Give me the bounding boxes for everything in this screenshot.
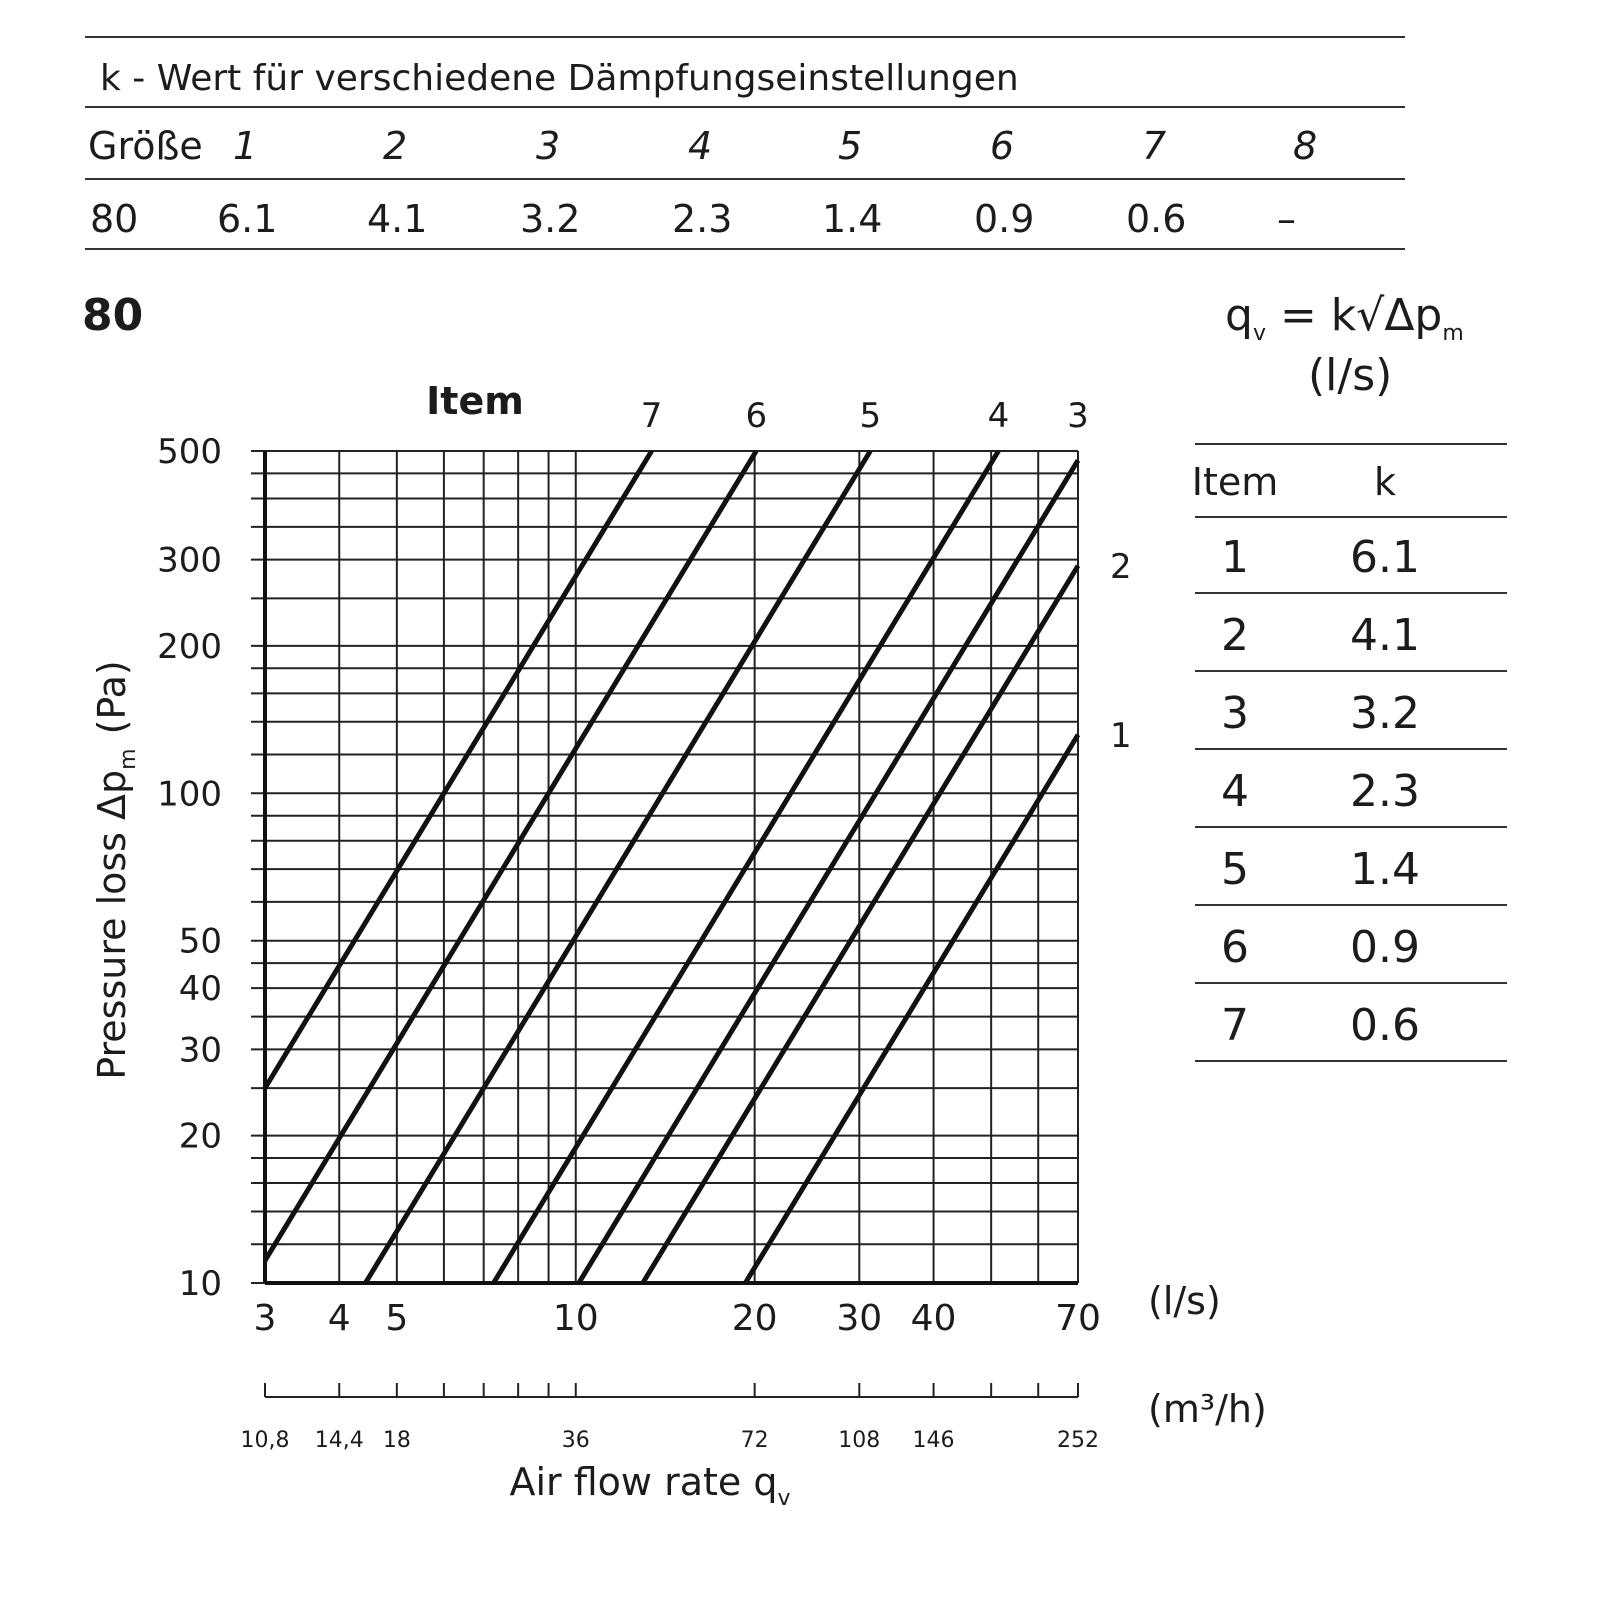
k-table-setting-8: 8 [1293,124,1318,168]
item-table-k: 1.4 [1350,844,1420,895]
item-legend-title: Item [426,379,524,423]
k-table-title: k - Wert für verschiedene Dämpfungseinstellungen [100,58,1019,99]
k-table-setting-1: 1 [233,124,258,168]
k-table-setting-5: 5 [838,124,863,168]
x-tick-label: 3 [253,1298,277,1339]
item-table-k: 6.1 [1350,532,1420,583]
x2-tick-label: 146 [912,1428,955,1453]
formula-q-sub: v [1252,320,1266,346]
k-table-setting-4: 4 [688,124,713,168]
x-axis-title-text: Air flow rate q [509,1460,778,1504]
k-table-value: 2.3 [672,197,733,241]
y-tick-label: 20 [178,1116,222,1157]
item-table-k: 3.2 [1350,688,1420,739]
y-axis-title-unit: (Pa) [90,660,134,735]
chart-grid [251,451,1078,1283]
y-tick-label: 10 [178,1264,222,1304]
y-tick-label: 200 [157,626,222,667]
k-table-value: 0.6 [1126,197,1187,241]
k-table-row-label: 80 [90,197,139,241]
series-label-4: 4 [987,396,1010,436]
y-tick-label: 40 [178,969,222,1010]
k-table-value: 4.1 [367,197,428,241]
series-labels [641,396,1132,756]
item-table-item: 7 [1221,1000,1249,1051]
x-tick-label: 20 [731,1298,778,1339]
item-table-item: 1 [1221,532,1249,583]
y-tick-label: 300 [157,540,222,581]
y-tick-label: 100 [157,774,222,815]
x-axis-tick-labels [254,1298,1101,1339]
x-tick-label: 70 [1055,1298,1101,1339]
k-table-value: – [1277,197,1296,241]
item-table-k: 0.9 [1350,922,1420,973]
item-table-item: 4 [1221,766,1249,817]
k-table-value: 3.2 [520,197,581,241]
formula-middle: = k√Δp [1265,290,1443,341]
item-table-item: 5 [1221,844,1249,895]
k-table-value: 0.9 [974,197,1035,241]
secondary-x-axis [241,1383,1099,1453]
x-axis-title [509,1460,790,1511]
formula-p-sub: m [1442,320,1464,346]
series-line-1 [745,735,1078,1283]
k-table-setting-7: 7 [1142,124,1167,168]
y-axis-title-sub: m [116,748,141,770]
x-tick-label: 30 [836,1298,883,1339]
series-label-1: 1 [1110,715,1132,756]
x-tick-label: 10 [552,1298,599,1339]
series-label-2: 2 [1110,546,1132,587]
item-table-header-item: Item [1191,460,1279,504]
y-axis-title-text: Pressure loss Δp [90,769,134,1080]
x-axis-title-sub: v [777,1486,791,1511]
x2-tick-label: 36 [561,1428,590,1453]
item-table-item: 2 [1221,610,1249,661]
x2-tick-label: 18 [382,1428,411,1453]
x-tick-label: 4 [327,1298,351,1339]
k-table-header-label: Größe [88,124,203,168]
x2-tick-label: 72 [740,1428,769,1453]
item-table-item: 6 [1221,922,1249,973]
y-tick-label: 50 [178,921,222,962]
y-tick-label: 30 [178,1030,222,1071]
item-table-k: 2.3 [1350,766,1420,817]
formula-q: q [1225,290,1253,341]
k-table-value: 1.4 [822,197,883,241]
x-tick-label: 5 [385,1298,409,1339]
x2-tick-label: 10,8 [240,1428,290,1453]
k-table-setting-3: 3 [536,124,561,168]
series-label-5: 5 [859,396,882,436]
item-table-k: 0.6 [1350,1000,1420,1051]
k-table-value: 6.1 [217,197,278,241]
x2-tick-label: 108 [838,1428,881,1453]
k-table-setting-2: 2 [383,124,408,168]
x-axis-unit: (l/s) [1148,1279,1221,1323]
item-table-k: 4.1 [1350,610,1420,661]
x2-tick-label: 252 [1057,1428,1099,1453]
item-table-header-k: k [1373,460,1396,504]
series-label-7: 7 [640,396,663,436]
y-axis-title [90,660,141,1080]
series-line-7 [265,451,652,1088]
x2-axis-unit: (m³/h) [1148,1387,1267,1431]
chart-size-heading: 80 [82,290,144,341]
x-tick-label: 40 [910,1298,957,1339]
k-table-setting-6: 6 [990,124,1015,168]
series-line-3 [579,460,1078,1283]
series-line-2 [643,566,1078,1283]
item-table-item: 3 [1221,688,1249,739]
formula-unit: (l/s) [1308,350,1393,401]
series-label-6: 6 [745,396,768,436]
y-axis-tick-labels [157,432,222,1304]
series-label-3: 3 [1067,396,1089,436]
y-tick-label: 500 [157,432,222,472]
x2-tick-label: 14,4 [314,1428,364,1453]
